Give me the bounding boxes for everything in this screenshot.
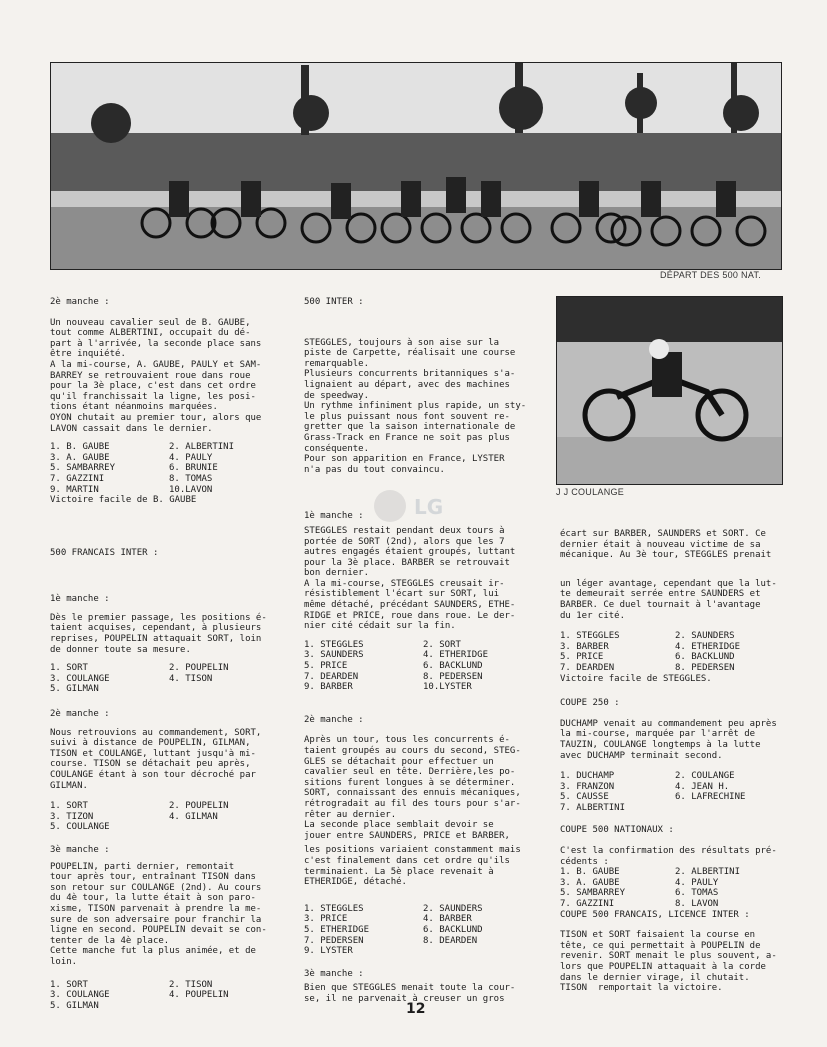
- result-item: 7. PEDERSEN: [304, 935, 364, 946]
- text-inter-3e-manche-cont: écart sur BARBER, SAUNDERS et SORT. Ce dernier était à nouveau victime de sa mécanique. Au 3è tour, STEGGLES prenait: [560, 529, 772, 561]
- result-item: 3. FRANZON: [560, 781, 615, 792]
- result-item: [169, 684, 282, 695]
- start-line-photo-drawing: [51, 63, 781, 269]
- text-inter-2e-manche: Après un tour, tous les concurrents é- taient groupés au cours du second, STEG- GLES se détachait pour effectuer un cavalier seul en tête. Derrière,les po- sitions furent longues à se déterminer. SORT, connaissant des ennuis mécaniques, rétrogradait au fil des tours pour s'ar- rêter au dernier. La seconde place semblait devoir se jouer entre SAUNDERS, PRICE et BARBER,: [304, 735, 521, 841]
- heading-inter-1e-manche: 1è manche :: [304, 511, 364, 522]
- result-item: 5. SAMBARREY: [560, 888, 626, 899]
- result-item: 4. JEAN H.: [675, 781, 730, 792]
- result-item: 2. ALBERTINI: [169, 442, 235, 453]
- result-item: 1. SORT: [50, 979, 88, 990]
- result-item: 2. ALBERTINI: [675, 867, 741, 878]
- top-photo-caption: DÉPART DES 500 NAT.: [660, 270, 762, 280]
- heading-500-francais-inter: 500 FRANCAIS INTER :: [50, 547, 159, 558]
- text-inter-1e-manche: STEGGLES restait pendant deux tours à portée de SORT (2nd), alors que les 7 autres engagés étaient groupés, luttant pour la 3è place. BARBER se retrouvait bon dernier. A la mi-course, STEGGLES creusait ir- résistiblement l'écart sur SORT, lui même détaché, précédant SAUNDERS, ETHE- RIDGE et PRICE, roue dans roue. Le der- nier cité cédait sur la fin.: [304, 525, 516, 632]
- result-item: [169, 822, 282, 833]
- result-item: 3. SAUNDERS: [304, 650, 364, 661]
- result-item: 2. COULANGE: [675, 771, 735, 782]
- result-item: 4. PAULY: [675, 877, 719, 888]
- start-line-photo: [50, 62, 782, 270]
- result-item: 3. BARBER: [560, 641, 609, 652]
- result-item: 2. POUPELIN: [169, 663, 229, 674]
- result-item: 6. BACKLUND: [423, 661, 483, 672]
- page-number: 12: [406, 1001, 426, 1017]
- result-item: 6. BACKLUND: [675, 652, 735, 663]
- result-item: 5. COULANGE: [50, 822, 110, 833]
- result-item: 1. SORT: [50, 663, 88, 674]
- result-item: 1. STEGGLES: [304, 639, 364, 650]
- result-item: 3. TIZON: [50, 811, 94, 822]
- heading-coupe-500-francais: COUPE 500 FRANCAIS, LICENCE INTER :: [560, 909, 750, 920]
- result-item: 5. SAMBARREY: [50, 463, 116, 474]
- result-item: 6. TOMAS: [675, 888, 719, 899]
- result-item: 2. SORT: [423, 639, 461, 650]
- right-photo-caption: J J COULANGE: [556, 487, 625, 497]
- result-item: 7. DEARDEN: [304, 671, 359, 682]
- results-fr-1e-manche: [50, 663, 282, 695]
- result-item: 5. CAUSSE: [560, 792, 609, 803]
- rider-photo-drawing: [557, 297, 782, 484]
- result-item: 6. BACKLUND: [423, 924, 483, 935]
- text-fr-3e-manche: POUPELIN, parti dernier, remontait tour après tour, entraînant TISON dans son retour sur COULANGE (2nd). Au cours du 4è tour, la lutte était à son paro- xisme, TISON parvenait à prendre la me- sure de son adversaire pour franchir la ligne en second. POUPELIN devait se con- tenter de la 4è place. Cette manche fut la plus animée, et de loin.: [50, 861, 267, 967]
- result-item: 1. DUCHAMP: [560, 771, 615, 782]
- results-coupe-250: [560, 771, 784, 813]
- text-2e-manche: Un nouveau cavalier seul de B. GAUBE, tout comme ALBERTINI, occupait du dé- part à l'arrivée, la seconde place sans être inquiété. A la mi-course, A. GAUBE, PAULY et SAM- BARREY se retrouvaient roue dans roue pour la 3è place, c'est dans cet ordre qu'il franchissait la ligne, les posi- tions étant néanmoins marquées. OYON chutait au premier tour, alors que LAVON cassait dans le dernier.: [50, 317, 262, 434]
- result-item: 1. B. GAUBE: [560, 867, 620, 878]
- results-fr-2e-manche: [50, 801, 282, 833]
- result-item: 8. PEDERSEN: [675, 662, 735, 673]
- footer-inter-3e-manche: Victoire facile de STEGGLES.: [560, 673, 712, 684]
- rider-photo: [556, 296, 783, 485]
- watermark-text: LG: [414, 495, 444, 519]
- result-item: 2. SAUNDERS: [423, 903, 483, 914]
- result-item: 8. PEDERSEN: [423, 671, 483, 682]
- heading-500-inter: 500 INTER :: [304, 297, 364, 307]
- result-item: 9. LYSTER: [304, 946, 353, 957]
- result-item: 5. PRICE: [304, 661, 348, 672]
- result-item: 9. MARTIN: [50, 484, 99, 495]
- result-item: 3. A. GAUBE: [560, 877, 620, 888]
- column-2: [304, 297, 536, 1004]
- result-item: 9. BARBER: [304, 682, 353, 693]
- heading-fr-1e-manche: 1è manche :: [50, 594, 110, 605]
- heading-inter-2e-manche: 2è manche :: [304, 714, 364, 725]
- text-coupe-250: DUCHAMP venait au commandement peu après la mi-course, marquée par l'arrêt de TAUZIN, COULANGE longtemps à la lutte avec DUCHAMP terminait second.: [560, 718, 777, 761]
- result-item: 4. ETHERIDGE: [423, 650, 489, 661]
- result-item: 4. GILMAN: [169, 811, 218, 822]
- heading-coupe-500-nationaux: COUPE 500 NATIONAUX :: [560, 825, 674, 836]
- result-item: 8. LAVON: [675, 899, 719, 910]
- result-item: 6. LAFRECHINE: [675, 792, 746, 803]
- result-item: 10.LYSTER: [423, 682, 472, 693]
- result-item: 5. PRICE: [560, 652, 604, 663]
- result-item: 1. B. GAUBE: [50, 442, 110, 453]
- result-item: [423, 946, 536, 957]
- heading-2e-manche: 2è manche :: [50, 297, 110, 307]
- result-item: [169, 1001, 282, 1012]
- result-item: 7. DEARDEN: [560, 662, 615, 673]
- text-fr-1e-manche: Dès le premier passage, les positions é- taient acquises, cependant, à plusieurs reprises, POUPELIN attaquait SORT, loin de donner toute sa mesure.: [50, 612, 267, 655]
- result-item: 5. ETHERIDGE: [304, 924, 370, 935]
- result-item: 4. BARBER: [423, 914, 472, 925]
- text-500-inter-intro: STEGGLES, toujours à son aise sur la piste de Carpette, réalisait une course remarquable. Plusieurs concurrents britanniques s'a- lignaient au départ, avec des machines de speedway. Un rythme infiniment plus rapide, un sty- le plus puissant nous font souvent re- gretter que la saison internationale de Grass-Track en France ne soit pas plus conséquente. Pour son apparition en France, LYSTER n'a pas du tout convaincu.: [304, 337, 527, 475]
- results-inter-3e-manche: [560, 631, 784, 673]
- text-inter-3e-manche-cont2: un léger avantage, cependant que la lut- te demeurait serrée entre SAUNDERS et BARBER. Ce duel tournait à l'avantage du 1er cité.: [560, 578, 777, 621]
- heading-inter-3e-manche: 3è manche :: [304, 968, 364, 979]
- result-item: 5. GILMAN: [50, 684, 99, 695]
- result-item: 3. A. GAUBE: [50, 452, 110, 463]
- heading-fr-3e-manche: 3è manche :: [50, 844, 110, 855]
- column-1: [50, 297, 282, 1011]
- result-item: 3. COULANGE: [50, 990, 110, 1001]
- result-item: 3. COULANGE: [50, 673, 110, 684]
- results-coupe-500-nationaux: [560, 867, 784, 909]
- result-item: 2. SAUNDERS: [675, 631, 735, 642]
- results-inter-2e-manche: [304, 904, 536, 957]
- result-item: 4. POUPELIN: [169, 990, 229, 1001]
- text-inter-3e-manche: Bien que STEGGLES menait toute la cour- se, il ne parvenait à creuser un gros: [304, 983, 516, 1004]
- result-item: 3. PRICE: [304, 914, 348, 925]
- text-coupe-500-francais: TISON et SORT faisaient la course en tête, ce qui permettait à POUPELIN de revenir. SORT menait le plus souvent, a- lors que POUPELIN attaquait à la corde dans le dernier virage, il chutait. TISON remportait la victoire.: [560, 930, 777, 994]
- result-item: 1. STEGGLES: [304, 903, 364, 914]
- result-item: 6. BRUNIE: [169, 463, 218, 474]
- result-item: 7. GAZZINI: [560, 899, 615, 910]
- result-item: 5. GILMAN: [50, 1000, 99, 1011]
- results-2e-manche: [50, 442, 282, 495]
- result-item: 2. TISON: [169, 979, 213, 990]
- footer-2e-manche: Victoire facile de B. GAUBE: [50, 495, 197, 506]
- result-item: 1. SORT: [50, 801, 88, 812]
- text-coupe-500-nationaux: C'est la confirmation des résultats pré- cédents :: [560, 846, 777, 867]
- text-fr-2e-manche: Nous retrouvions au commandement, SORT, suivi à distance de POUPELIN, GILMAN, TISON et COULANGE, luttant jusqu'à mi- course. TISON se détachait peu après, COULANGE étant à son tour décroché par GILMAN.: [50, 727, 262, 791]
- heading-coupe-250: COUPE 250 :: [560, 698, 620, 709]
- result-item: 10.LAVON: [169, 484, 213, 495]
- result-item: 7. GAZZINI: [50, 473, 105, 484]
- results-inter-1e-manche: [304, 640, 536, 693]
- result-item: 1. STEGGLES: [560, 631, 620, 642]
- result-item: 8. TOMAS: [169, 473, 213, 484]
- text-inter-2e-manche-cont: les positions variaient constamment mais c'est finalement dans cet ordre qu'ils terminaient. La 5è place revenait à ETHERIDGE, détaché.: [304, 845, 521, 888]
- result-item: 7. ALBERTINI: [560, 802, 626, 813]
- results-fr-3e-manche: [50, 980, 282, 1012]
- result-item: 8. DEARDEN: [423, 935, 478, 946]
- result-item: [675, 803, 784, 814]
- result-item: 4. ETHERIDGE: [675, 641, 741, 652]
- result-item: 2. POUPELIN: [169, 801, 229, 812]
- result-item: 4. TISON: [169, 673, 213, 684]
- heading-fr-2e-manche: 2è manche :: [50, 709, 110, 720]
- column-3: [560, 529, 784, 994]
- result-item: 4. PAULY: [169, 452, 213, 463]
